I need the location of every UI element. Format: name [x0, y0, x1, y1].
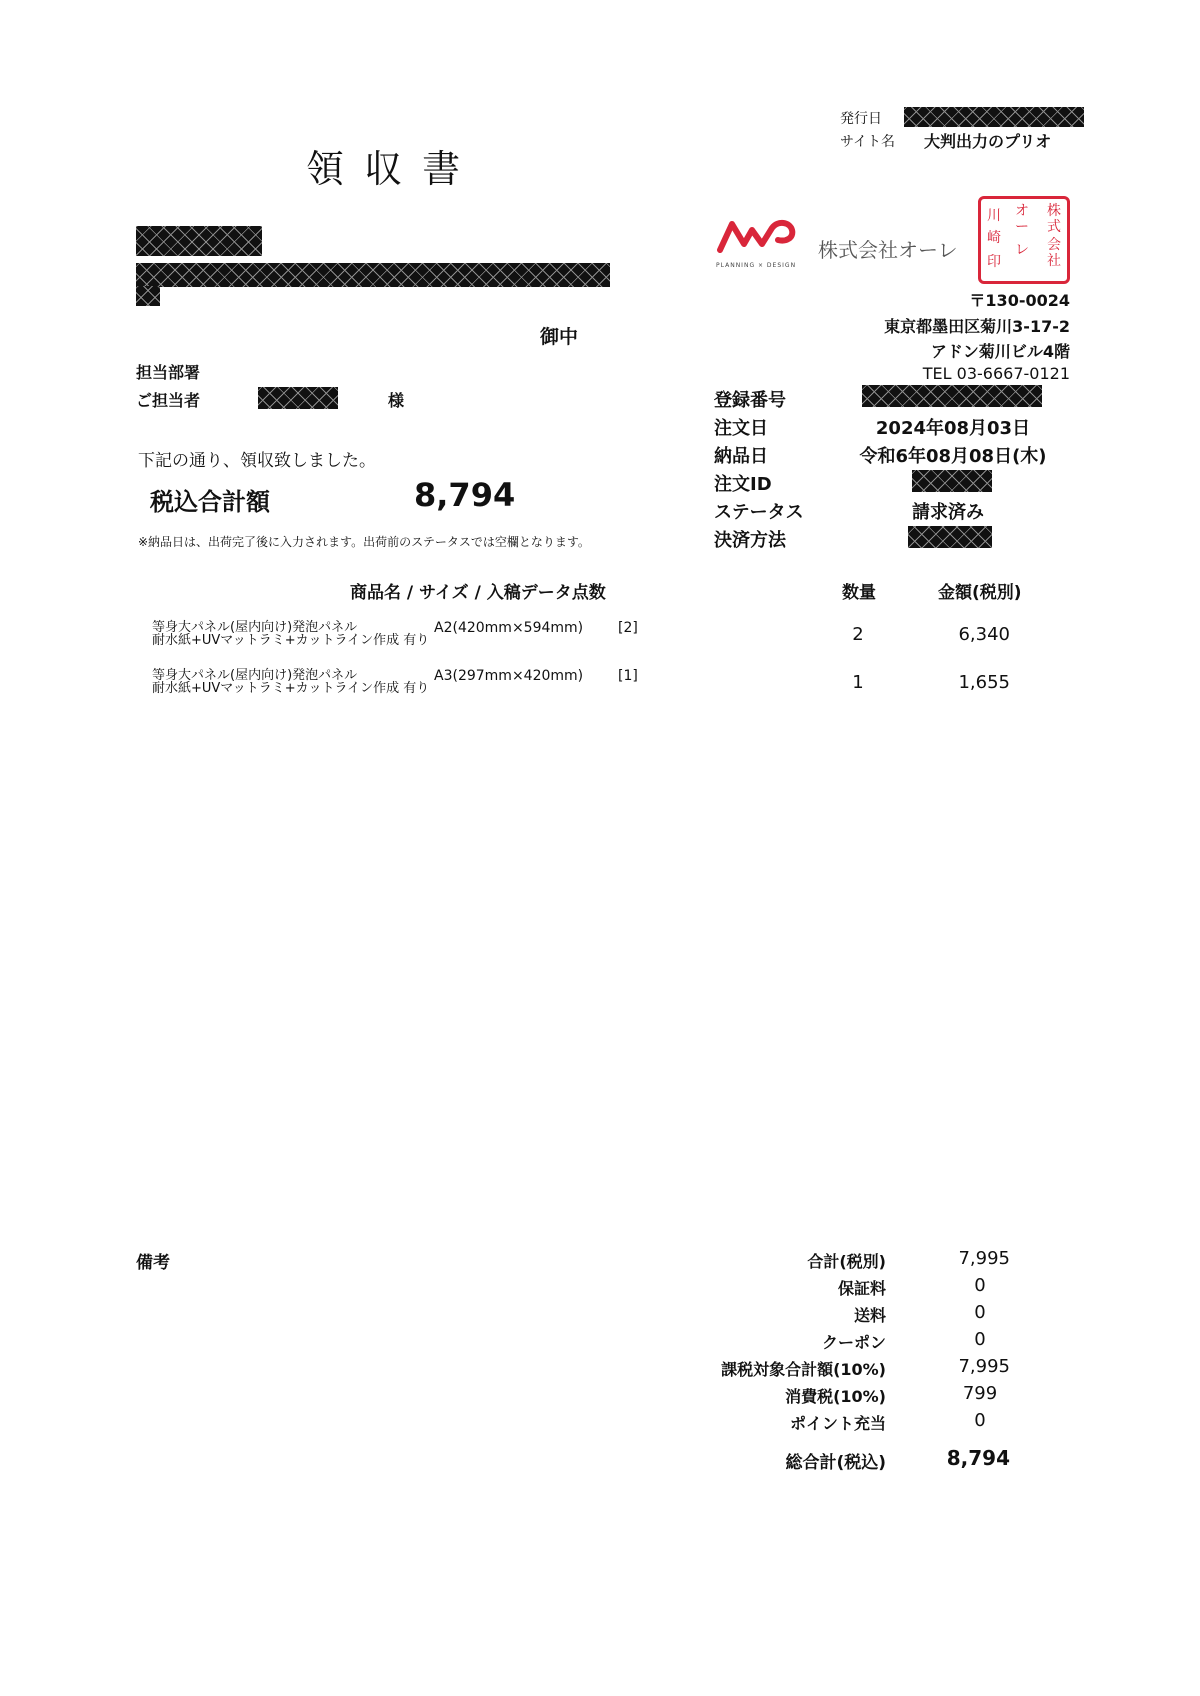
- item-row-1-amount: 6,340: [958, 624, 1010, 645]
- order-id-label: 注文ID: [714, 474, 772, 495]
- recipient-address-redaction-2: [136, 286, 160, 306]
- item-row-2-line1: 等身大パネル(屋内向け)発泡パネル: [152, 668, 358, 683]
- item-row-2-size: A3(297mm×420mm): [434, 668, 584, 684]
- summary-label-shipping: 送料: [853, 1306, 886, 1325]
- order-date-label: 注文日: [714, 418, 768, 439]
- seal-text-1: 株式: [1047, 203, 1061, 235]
- receipt-statement: 下記の通り、領収致しました。: [138, 451, 376, 471]
- item-row-2-qty: 1: [852, 672, 864, 693]
- status-value: 請求済み: [912, 502, 984, 523]
- recipient-address-redaction: [136, 263, 610, 287]
- summary-value-shipping: 0: [974, 1302, 986, 1323]
- item-row-2-line2: 耐水紙+UVマットラミ+カットライン作成 有り: [152, 681, 430, 696]
- summary-value-subtotal: 7,995: [958, 1248, 1010, 1269]
- registration-redaction: [862, 385, 1042, 407]
- page-title: 領 収 書: [306, 147, 465, 191]
- person-name-redaction: [258, 387, 338, 409]
- registration-label: 登録番号: [714, 390, 786, 411]
- summary-value-points: 0: [974, 1410, 986, 1431]
- site-name-label: サイト名: [840, 134, 896, 150]
- item-row-1-line1: 等身大パネル(屋内向け)発泡パネル: [152, 620, 358, 635]
- item-row-1-size: A2(420mm×594mm): [434, 620, 584, 636]
- company-seal: [978, 196, 1070, 284]
- delivery-date-value: 令和6年08月08日(木): [859, 446, 1047, 467]
- payment-label: 決済方法: [714, 530, 786, 551]
- item-row-2-amount: 1,655: [958, 672, 1010, 693]
- grand-total-value: 8,794: [946, 1446, 1010, 1470]
- items-header-qty: 数量: [842, 583, 876, 603]
- payment-redaction: [908, 526, 992, 548]
- summary-label-subtotal: 合計(税別): [807, 1252, 886, 1271]
- order-date-value: 2024年08月03日: [875, 418, 1031, 439]
- total-value: 8,794: [414, 476, 516, 514]
- seal-text-6: 崎: [987, 230, 1001, 246]
- seal-text-3: オー: [1015, 203, 1029, 235]
- company-name: 株式会社オーレ: [818, 238, 958, 262]
- person-label: ご担当者: [136, 391, 201, 410]
- summary-label-guarantee: 保証料: [837, 1279, 886, 1298]
- items-header-amount: 金額(税別): [938, 583, 1022, 603]
- summary-value-guarantee: 0: [974, 1275, 986, 1296]
- status-label: ステータス: [714, 502, 804, 523]
- company-logo-caption: PLANNING × DESIGN: [716, 262, 797, 269]
- site-name-value: 大判出力のプリオ: [924, 132, 1052, 151]
- company-tel: TEL 03-6667-0121: [922, 364, 1070, 383]
- issue-date-redaction: [904, 107, 1084, 127]
- item-row-1-qty: 2: [852, 624, 864, 645]
- summary-label-tax: 消費税(10%): [785, 1387, 886, 1406]
- total-label: 税込合計額: [150, 488, 270, 516]
- summary-label-taxable: 課税対象合計額(10%): [721, 1360, 886, 1379]
- grand-total-label: 総合計(税込): [785, 1453, 886, 1473]
- summary-value-tax: 799: [962, 1383, 998, 1404]
- seal-text-5: 川: [987, 208, 1001, 224]
- person-suffix: 様: [388, 391, 405, 410]
- company-address-1: 東京都墨田区菊川3-17-2: [884, 317, 1070, 336]
- company-address-2: アドン菊川ビル4階: [930, 342, 1070, 361]
- delivery-date-label: 納品日: [714, 446, 768, 467]
- company-postal: 〒130-0024: [969, 291, 1070, 310]
- order-id-redaction: [912, 470, 992, 492]
- company-logo-icon: [716, 214, 800, 256]
- recipient-suffix: 御中: [540, 326, 579, 348]
- remarks-label: 備考: [136, 1253, 170, 1273]
- seal-text-2: 会社: [1047, 237, 1061, 269]
- items-header-name: 商品名 / サイズ / 入稿データ点数: [350, 583, 606, 603]
- item-row-1-count: [2]: [618, 620, 638, 636]
- delivery-note: ※納品日は、出荷完了後に入力されます。出荷前のステータスでは空欄となります。: [138, 535, 590, 549]
- summary-label-coupon: クーポン: [821, 1333, 886, 1352]
- seal-text-7: 印: [987, 254, 1001, 270]
- issue-date-label: 発行日: [840, 111, 882, 127]
- recipient-name-redaction: [136, 226, 262, 256]
- summary-value-coupon: 0: [974, 1329, 986, 1350]
- department-label: 担当部署: [136, 363, 201, 382]
- item-row-1-line2: 耐水紙+UVマットラミ+カットライン作成 有り: [152, 633, 430, 648]
- seal-text-4: レ: [1015, 242, 1029, 258]
- summary-value-taxable: 7,995: [958, 1356, 1010, 1377]
- summary-label-points: ポイント充当: [789, 1414, 886, 1433]
- item-row-2-count: [1]: [618, 668, 638, 684]
